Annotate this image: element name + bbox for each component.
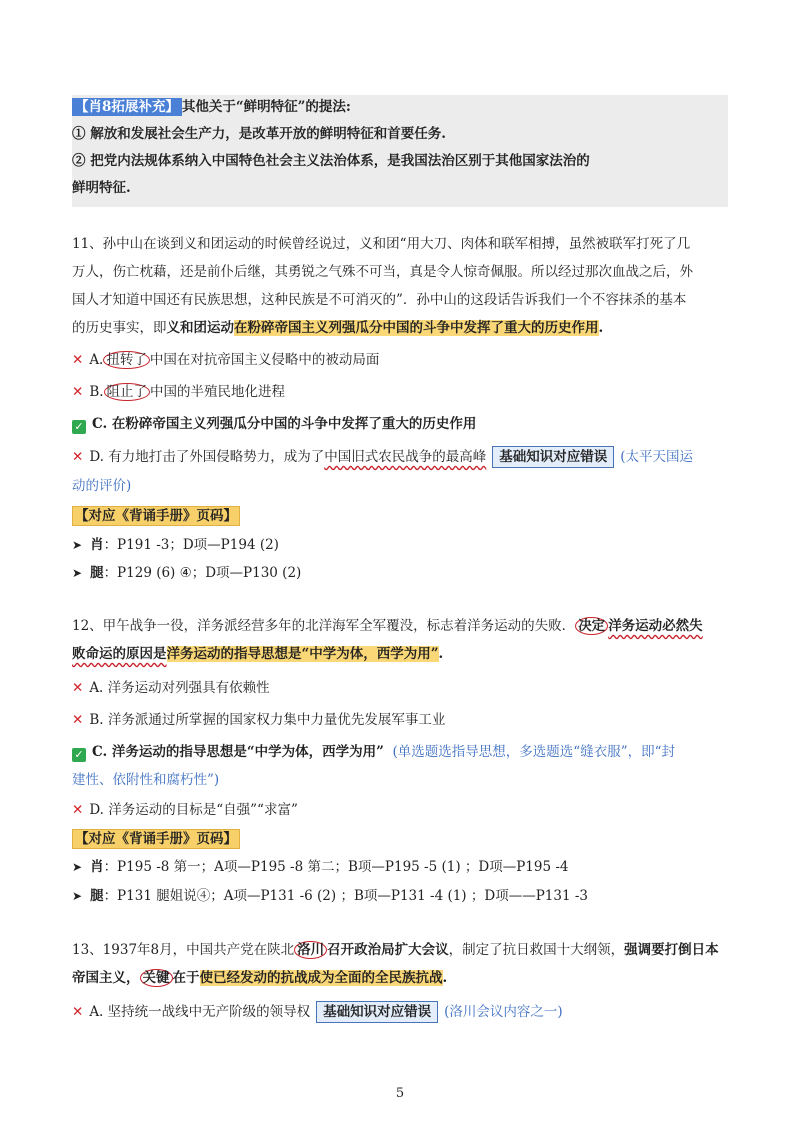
check-mark-icon: ✓ [72, 420, 86, 434]
q11-keyword: 义和团运动 [166, 320, 234, 336]
q13-option-a [72, 1001, 563, 1023]
wrong-mark-icon: ✕ [72, 449, 84, 465]
q11-ref-tag: 【对应《背诵手册》页码】 [72, 506, 240, 526]
q12-ref-2-text: ：P131 腿姐说④；A项—P131 -6 (2) ；B项—P131 -4 (1) ；D项——P131 -3 [103, 888, 588, 904]
q12-wavy: 洋务运动必然失 [608, 618, 703, 634]
q13-stem-text: 13、1937年8月，中国共产党在陕北 [72, 942, 295, 958]
q11-option-b [72, 382, 285, 402]
q12-stem-line-2 [72, 644, 443, 664]
q12-option-c-text: C. 洋务运动的指导思想是“中学为体，西学为用” [92, 744, 384, 760]
q11-ref-heading [72, 506, 240, 526]
q11-stem-line-1: 11、孙中山在谈到义和团运动的时候曾经说过，义和团“用大刀、肉体和联军相搏，虽然被联军打死了几 [72, 236, 691, 252]
q11-option-c [72, 414, 476, 434]
q11-period: . [598, 320, 604, 336]
q11-option-c-text: C. 在粉碎帝国主义列强瓜分中国的斗争中发挥了重大的历史作用 [92, 416, 477, 432]
q12-ref-1-text: ：P195 -8 第一；A项—P195 -8 第二；B项—P195 -5 (1) ；D项—P195 -4 [103, 859, 569, 875]
q13-stem-line-1 [72, 940, 719, 960]
wrong-mark-icon: ✕ [72, 384, 84, 400]
arrow-bullet-icon: ➤ [72, 860, 83, 874]
q12-option-c [72, 742, 675, 762]
q11-option-a [72, 350, 379, 370]
wrong-mark-icon: ✕ [72, 352, 84, 368]
q12-period: . [438, 646, 444, 662]
q13-emphasis-cont: 帝国主义， [72, 970, 140, 986]
q12-ref-2 [72, 886, 588, 906]
supplement-title: 其他关于“鲜明特征”的提法: [181, 99, 351, 115]
q13-emphasis: 强调要打倒日本 [624, 942, 719, 958]
supplement-heading [72, 97, 351, 117]
q12-ref-2-label: 腿 [90, 888, 104, 904]
q13-stem-line-2 [72, 968, 447, 988]
supplement-item-3: 鲜明特征. [72, 180, 131, 196]
q11-ref-2-text: ：P129 (6) ④；D项—P130 (2) [103, 565, 302, 581]
q12-option-d-text: D. 洋务运动的目标是“自强”“求富” [89, 802, 298, 818]
q11-ref-2 [72, 563, 301, 583]
q12-stem-line-1 [72, 616, 703, 636]
q11-option-d-text: D. 有力地打击了外国侵略势力，成为了 [89, 449, 325, 465]
q11-option-b-circled: 阻止了 [104, 383, 151, 401]
q11-option-a-letter: A. [89, 352, 104, 368]
wrong-mark-icon: ✕ [72, 1004, 84, 1020]
q12-option-a [72, 678, 270, 698]
error-tag: 基础知识对应错误 [492, 446, 614, 468]
q11-ref-2-label: 腿 [90, 565, 104, 581]
q11-option-d-wavy: 中国旧式农民战争的最高峰 [324, 449, 487, 465]
q11-stem-text: 的历史事实，即 [72, 320, 167, 336]
arrow-bullet-icon: ➤ [72, 889, 83, 903]
wrong-mark-icon: ✕ [72, 712, 84, 728]
q11-stem-line-4 [72, 318, 603, 338]
q12-stem-text: 12、甲午战争一役，洋务派经营多年的北洋海军全军覆没，标志着洋务运动的失败． [72, 618, 576, 634]
q13-stem-text-2: ，制定了抗日救国十大纲领， [448, 942, 625, 958]
q11-option-d [72, 446, 693, 468]
q13-option-a-text: A. 坚持统一战线中无产阶级的领导权 [89, 1004, 311, 1020]
q12-option-b [72, 710, 445, 730]
wrong-mark-icon: ✕ [72, 802, 84, 818]
q13-circled-key: 关键 [140, 969, 173, 987]
q11-option-d-note-cont: 动的评价) [72, 478, 132, 494]
q12-option-c-note: (单选题选指导思想，多选题选“缝衣服”，即“封 [392, 744, 676, 760]
wrong-mark-icon: ✕ [72, 680, 84, 696]
q12-option-d [72, 800, 298, 820]
q12-ref-1 [72, 857, 569, 877]
q11-option-a-text: 中国在对抗帝国主义侵略中的被动局面 [149, 352, 380, 368]
supplement-item-2: ② 把党内法规体系纳入中国特色社会主义法治体系，是我国法治区别于其他国家法治的 [72, 153, 590, 169]
q11-option-b-letter: B. [89, 384, 104, 400]
q13-option-a-note: (洛川会议内容之一) [444, 1004, 563, 1020]
q12-option-b-text: B. 洋务派通过所掌握的国家权力集中力量优先发展军事工业 [89, 712, 446, 728]
q11-stem-line-3: 国人才知道中国还有民族思想，这种民族是不可消灭的”．孙中山的这段话告诉我们一个不容抹杀的基本 [72, 292, 687, 308]
q12-wavy-cont: 败命运的原因是 [72, 646, 167, 662]
supplement-item-1: ① 解放和发展社会生产力，是改革开放的鲜明特征和首要任务. [72, 126, 446, 142]
arrow-bullet-icon: ➤ [72, 566, 83, 580]
check-mark-icon: ✓ [72, 748, 86, 762]
q12-ref-1-label: 肖 [90, 859, 104, 875]
q11-answer-highlight: 在粉碎帝国主义列强瓜分中国的斗争中发挥了重大的历史作用 [234, 320, 599, 336]
q12-ref-tag: 【对应《背诵手册》页码】 [72, 829, 240, 849]
q13-answer-highlight: 使已经发动的抗战成为全面的全民族抗战 [199, 970, 443, 986]
q11-ref-1 [72, 535, 279, 555]
q12-option-c-note-cont: 建性、依附性和腐朽性”) [72, 772, 220, 788]
q12-ref-heading [72, 829, 240, 849]
supplement-tag: 【肖8拓展补充】 [72, 98, 182, 116]
q13-meeting: 召开政治局扩大会议 [327, 942, 449, 958]
q11-option-a-circled: 扭转了 [103, 351, 150, 369]
q12-answer-highlight: 洋务运动的指导思想是“中学为体，西学为用” [166, 646, 439, 662]
q11-stem-line-2: 万人，伤亡枕藉，还是前仆后继，其勇锐之气殊不可当，真是令人惊奇佩服。所以经过那次血战之后，外 [72, 264, 693, 280]
q11-option-d-note: (太平天国运 [620, 449, 694, 465]
q12-option-a-text: A. 洋务运动对列强具有依赖性 [89, 680, 270, 696]
q13-key-cont: 在于 [172, 970, 200, 986]
q13-period: . [442, 970, 448, 986]
q13-circled-location: 洛川 [294, 941, 327, 959]
q12-circled: 决定 [575, 617, 608, 635]
q11-option-b-text: 中国的半殖民地化进程 [150, 384, 286, 400]
arrow-bullet-icon: ➤ [72, 538, 83, 552]
page-number: 5 [395, 1086, 405, 1101]
q11-ref-1-text: ：P191 -3；D项—P194 (2) [103, 537, 279, 553]
q11-ref-1-label: 肖 [90, 537, 104, 553]
error-tag: 基础知识对应错误 [316, 1001, 438, 1023]
